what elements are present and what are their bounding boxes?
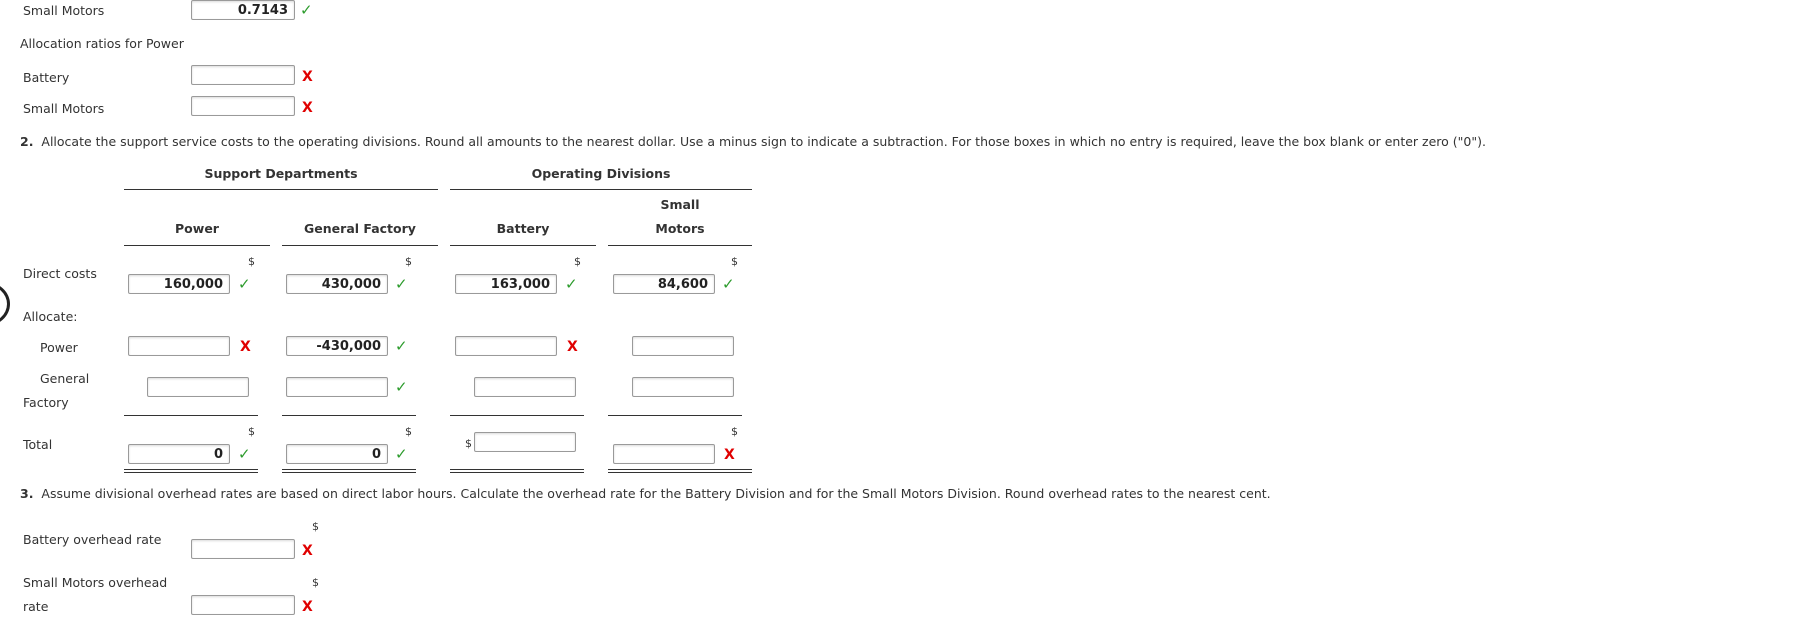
- col-small-motors-line2: Motors: [655, 221, 705, 236]
- subtotal-line: [282, 415, 416, 416]
- dollar-sign: $: [465, 437, 472, 450]
- allocate-gf-general-factory-input[interactable]: [286, 377, 388, 397]
- header-underline: [450, 189, 752, 190]
- check-icon: ✓: [395, 275, 408, 293]
- direct-costs-battery-input[interactable]: 163,000: [455, 274, 557, 294]
- check-icon: ✓: [565, 275, 578, 293]
- col-small-motors-line1: Small: [660, 197, 700, 212]
- check-icon: ✓: [238, 275, 251, 293]
- column-underline: [608, 245, 752, 246]
- question-3-number: 3.: [20, 486, 34, 501]
- direct-costs-label: Direct costs: [23, 266, 97, 281]
- subtotal-line: [450, 415, 584, 416]
- question-3-text: Assume divisional overhead rates are based on direct labor hours. Calculate the overhead rate for the Battery Division and for the Small Motors Division. Round overhead rates to the nearest cent.: [41, 486, 1271, 501]
- power-ratios-heading: Allocation ratios for Power: [20, 36, 184, 51]
- direct-costs-general-factory-input[interactable]: 430,000: [286, 274, 388, 294]
- question-2-text: Allocate the support service costs to the operating divisions. Round all amounts to the nearest dollar. Use a minus sign to indicate a subtraction. For those boxes in which no entry is required, leave the box blank or enter zero ("0").: [41, 134, 1486, 149]
- check-icon: ✓: [395, 445, 408, 463]
- battery-overhead-rate-input[interactable]: [191, 539, 295, 559]
- dollar-sign: $: [731, 425, 738, 438]
- direct-costs-small-motors-input[interactable]: 84,600: [613, 274, 715, 294]
- dollar-sign: $: [312, 576, 319, 589]
- x-icon: X: [724, 447, 735, 463]
- total-double-underline: [608, 469, 752, 473]
- allocate-gf-power-input[interactable]: [147, 377, 249, 397]
- check-icon: ✓: [395, 337, 408, 355]
- check-icon: ✓: [722, 275, 735, 293]
- total-general-factory-input[interactable]: 0: [286, 444, 388, 464]
- small-motors-overhead-rate-input[interactable]: [191, 595, 295, 615]
- allocate-gf-battery-input[interactable]: [474, 377, 576, 397]
- small-motors-power-ratio-input[interactable]: [191, 96, 295, 116]
- subtotal-line: [608, 415, 742, 416]
- battery-overhead-rate-label: Battery overhead rate: [23, 532, 162, 547]
- col-battery-header: Battery: [496, 221, 550, 236]
- allocate-power-small-motors-input[interactable]: [632, 336, 734, 356]
- small-motors-overhead-rate-label-line2: rate: [23, 599, 49, 614]
- small-motors-ratio-label: Small Motors: [23, 3, 105, 18]
- col-general-factory-header: General Factory: [304, 221, 416, 236]
- check-icon: ✓: [300, 1, 313, 19]
- operating-divisions-header: Operating Divisions: [531, 166, 671, 181]
- total-double-underline: [124, 469, 258, 473]
- question-2: [20, 134, 1486, 149]
- battery-power-ratio-input[interactable]: [191, 65, 295, 85]
- check-icon: ✓: [395, 378, 408, 396]
- question-3: [20, 486, 1271, 501]
- general-factory-row-label-line2: Factory: [23, 395, 69, 410]
- battery-ratio-label: Battery: [23, 70, 70, 85]
- general-factory-row-label-line1: General: [40, 371, 90, 386]
- allocate-label: Allocate:: [23, 309, 78, 324]
- allocate-power-power-input[interactable]: [128, 336, 230, 356]
- dollar-sign: $: [574, 255, 581, 268]
- header-underline: [124, 189, 438, 190]
- total-battery-input[interactable]: [474, 432, 576, 452]
- cursor-circle: [0, 282, 10, 326]
- column-underline: [124, 245, 270, 246]
- small-motors-ratio-input[interactable]: 0.7143: [191, 0, 295, 20]
- dollar-sign: $: [248, 255, 255, 268]
- allocate-power-general-factory-input[interactable]: -430,000: [286, 336, 388, 356]
- subtotal-line: [124, 415, 258, 416]
- dollar-sign: $: [405, 255, 412, 268]
- x-icon: X: [567, 339, 578, 355]
- total-double-underline: [282, 469, 416, 473]
- total-double-underline: [450, 469, 584, 473]
- direct-costs-power-input[interactable]: 160,000: [128, 274, 230, 294]
- small-motors-overhead-rate-label-line1: Small Motors overhead: [23, 575, 168, 590]
- check-icon: ✓: [238, 445, 251, 463]
- dollar-sign: $: [405, 425, 412, 438]
- column-underline: [282, 245, 438, 246]
- dollar-sign: $: [312, 520, 319, 533]
- total-label: Total: [23, 437, 53, 452]
- dollar-sign: $: [731, 255, 738, 268]
- question-2-number: 2.: [20, 134, 34, 149]
- x-icon: X: [302, 100, 313, 116]
- total-small-motors-input[interactable]: [613, 444, 715, 464]
- x-icon: X: [302, 599, 313, 615]
- power-row-label: Power: [40, 340, 78, 355]
- x-icon: X: [302, 543, 313, 559]
- column-underline: [450, 245, 596, 246]
- dollar-sign: $: [248, 425, 255, 438]
- allocate-gf-small-motors-input[interactable]: [632, 377, 734, 397]
- total-power-input[interactable]: 0: [128, 444, 230, 464]
- x-icon: X: [240, 339, 251, 355]
- support-departments-header: Support Departments: [204, 166, 358, 181]
- col-power-header: Power: [175, 221, 219, 236]
- small-motors-power-ratio-label: Small Motors: [23, 101, 105, 116]
- allocate-power-battery-input[interactable]: [455, 336, 557, 356]
- x-icon: X: [302, 69, 313, 85]
